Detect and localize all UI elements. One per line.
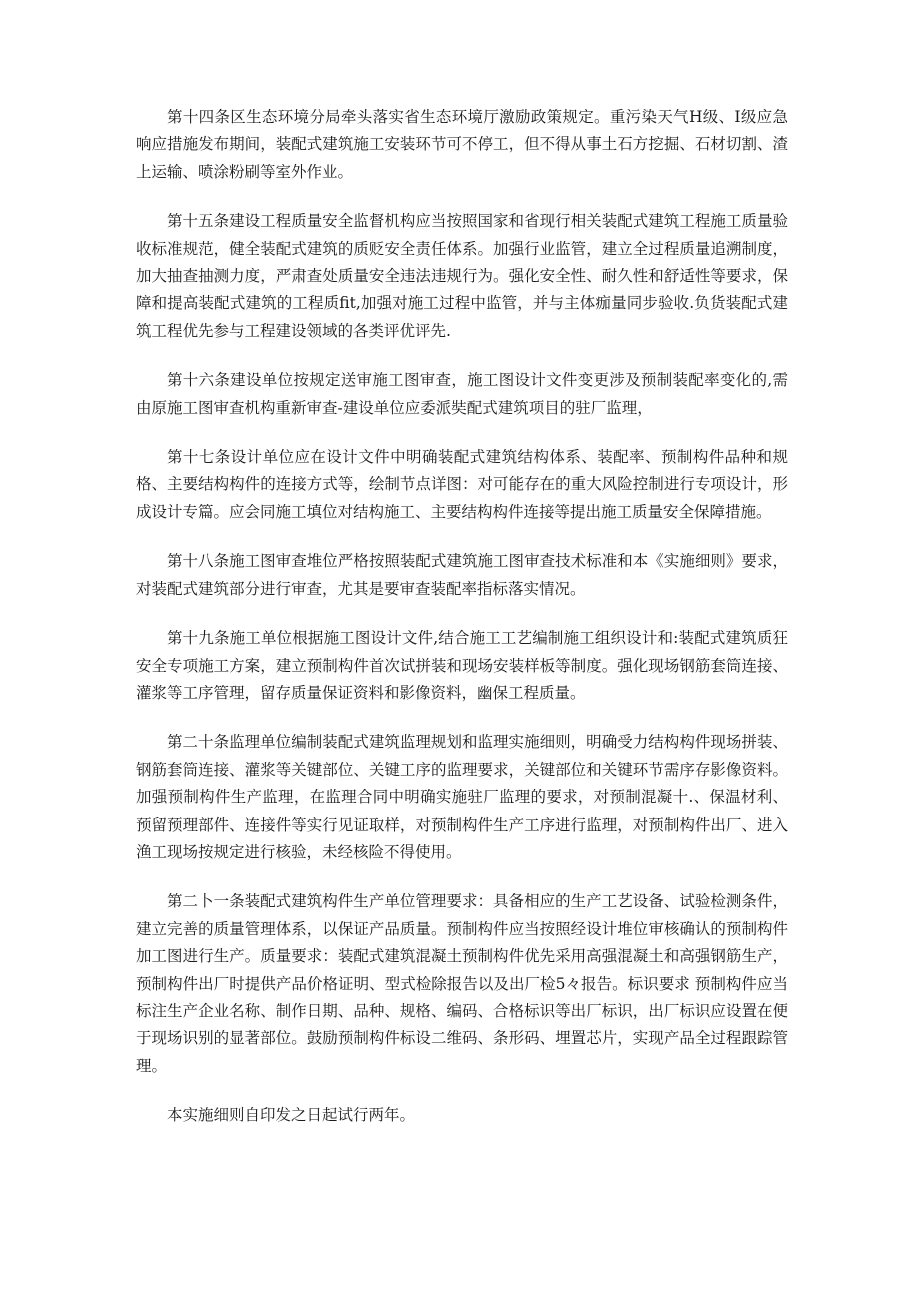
article-21-paragraph: 第二卜一条装配式建筑构件生产单位管理要求：具备相应的生产工艺设备、试验检测条件，建立完善的质量管理体系，以保证产品质量。预制构件应当按照经设计堆位审核确认的预制构件加工图进行生产。质量要求：装配式建筑混凝土预制构件优先采用高强混凝土和高强钢筋生产，预制构件出厂时提供产品价格证明、型式检除报告以及出厂检5々报告。标识要求 预制构件应当标注生产企业名称、制作日期、品种、规格、编码、合格标识等出厂标识，出厂标识应设置在便于现场识别的显著部位。鼓励预制构件标设二维码、条形码、埋置芯片，实现产品全过程跟踪管理。 bbox=[136, 892, 788, 1075]
article-18-paragraph: 第十八条施工图审查堆位严格按照装配式建筑施工图审查技术标准和本《实施细则》要求，对装配式建筑部分进行审查，尤其是要审查装配率指标落实情况。 bbox=[136, 552, 788, 598]
article-19-paragraph: 第十九条施工单位根据施工图设计文件,结合施工工艺编制施工组织设计和:装配式建筑质狂安全专项施工方案，建立预制构件首次试拼装和现场安装样板等制度。强化现场钢筋套筒连接、灌浆等工序管理，留存质量保证资料和影像资料，幽保工程质量。 bbox=[136, 629, 788, 702]
effective-date-paragraph: 本实施细则自印发之日起试行两年。 bbox=[167, 1106, 416, 1125]
document-body bbox=[136, 104, 788, 1130]
article-17-paragraph: 第十七条设计单位应在设计文件中明确装配式建筑结构体系、装配率、预制构件品种和规格、主要结构构件的连接方式等，绘制节点详图：对可能存在的重大风险控制进行专项设计，形成设计专篇。应会同施工填位对结构施工、主要结构构件连接等提出施工质量安全保障措施。 bbox=[136, 448, 788, 521]
article-20-paragraph: 第二十条监理单位编制装配式建筑监理规划和监理实施细则，明确受力结构构件现场拼装、钢筋套筒连接、灌浆等关键部位、关键工序的监理要求，关键部位和关键环节需序存影像资料。加强预制构件生产监理，在监理合同中明确实施驻厂监理的要求，对预制混凝十.、保温材利、预留预理部件、连接件等实行见证取样，对预制构件生产工序进行监理，对预制构件出厂、进入渔工现场按规定进行核验，未经核险不得使用。 bbox=[136, 733, 788, 861]
article-15-paragraph: 第十五条建设工程质量安全监督机构应当按照国家和省现行相关装配式建筑工程施工质量验收标准规范，健全装配式建筑的质贬安全责任体系。加强行业监管，建立全过程质量追溯制度，加大抽查抽测力度，严肃查处质量安全违法违规行为。强化安全性、耐久性和舒适性等要求，保障和提高装配式建筑的工程质fit,加强对施工过程中监管，并与主体痂量同步验收.负货装配式建筑工程优先参与工程建设领域的各类评优评先. bbox=[136, 212, 788, 340]
article-16-paragraph: 第十六条建设单位按规定送审施工图审查，施工图设计文件变更涉及预制装配率变化的,需由原施工图审查机构重新审查-建设单位应委派奘配式建筑项目的驻厂监理， bbox=[136, 371, 788, 417]
article-14-paragraph: 第十四条区生态环境分局牵头落实省生态环境厅激励政策规定。重污染天气H级、I级应急响应措施发布期间，装配式建筑施工安装环节可不停工，但不得从事土石方挖掘、石材切割、渣上运输、喷涂粉刷等室外作业。 bbox=[136, 108, 788, 181]
